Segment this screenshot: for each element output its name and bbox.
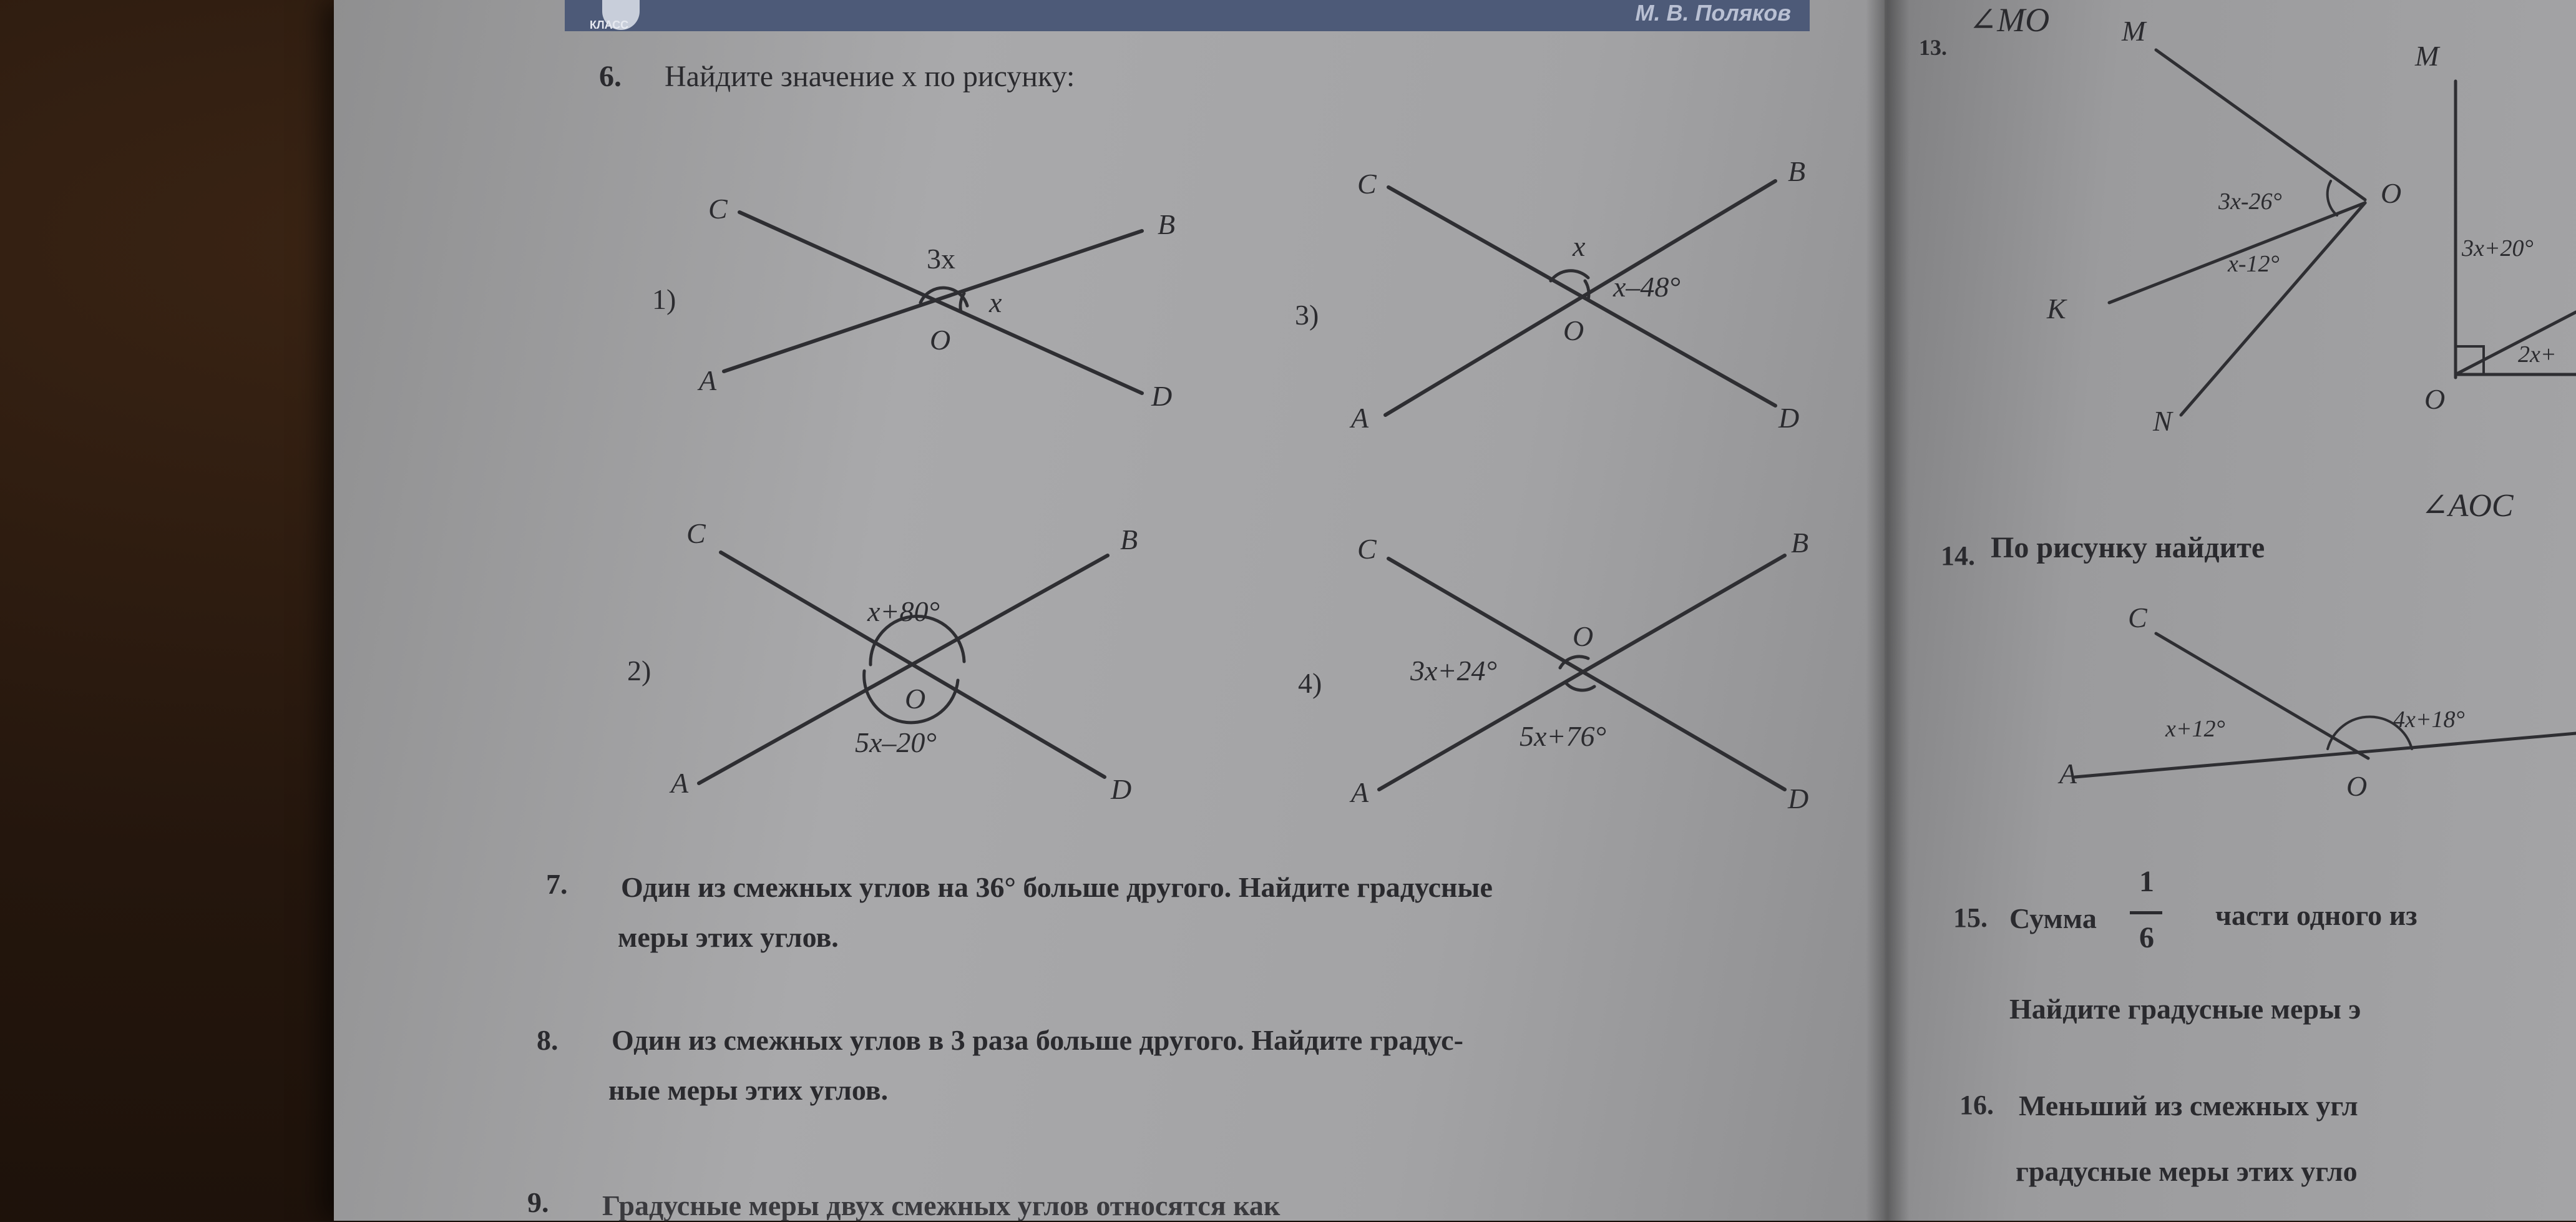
angle1-13a: 3x-26° bbox=[2218, 188, 2282, 215]
task7-number: 7. bbox=[546, 868, 568, 900]
angle2-13b: 2x+ bbox=[2518, 341, 2557, 368]
label-b-fig2: B bbox=[1120, 524, 1138, 555]
task8-line2: ные меры этих углов. bbox=[608, 1074, 889, 1106]
fig4-index: 4) bbox=[1298, 667, 1322, 699]
fig1-index: 1) bbox=[652, 283, 676, 315]
figure-2 bbox=[627, 517, 1138, 805]
task15-text-b: части одного из bbox=[2215, 899, 2417, 931]
label-o-fig3: O bbox=[1563, 315, 1584, 346]
task13-text: ∠MO bbox=[1969, 1, 2050, 39]
label-d-fig4: D bbox=[1788, 783, 1809, 814]
angle-top-fig1: 3x bbox=[927, 243, 955, 275]
angle-top-fig2: x+80° bbox=[867, 595, 940, 627]
task14-number: 14. bbox=[1941, 540, 1975, 571]
task13-number: 13. bbox=[1919, 35, 1947, 60]
task9-line1: Градусные меры двух смежных углов относятся как bbox=[602, 1190, 1281, 1221]
angle-right-fig3: x–48° bbox=[1613, 271, 1681, 303]
angle1-14: x+12° bbox=[2165, 716, 2225, 742]
figure-3 bbox=[1295, 155, 1805, 434]
angle-bottom-fig2: 5x–20° bbox=[855, 726, 937, 758]
task15-text-a: Сумма bbox=[2009, 902, 2097, 934]
angle-top-fig3: x bbox=[1573, 230, 1586, 262]
label-b-fig1: B bbox=[1158, 208, 1176, 240]
task15-number: 15. bbox=[1953, 902, 1988, 933]
task6-text: Найдите значение x по рисунку: bbox=[665, 60, 1075, 93]
label-o-fig1: O bbox=[930, 324, 951, 356]
label-d-fig1: D bbox=[1151, 380, 1173, 412]
logo-text: КЛАСС bbox=[590, 19, 629, 31]
task6-number: 6. bbox=[599, 60, 622, 93]
label-n-13a: N bbox=[2153, 405, 2172, 437]
line-cd-fig1 bbox=[739, 212, 1142, 393]
task15-frac-line bbox=[2130, 911, 2162, 914]
angle2-13a: x-12° bbox=[2228, 251, 2280, 277]
label-o-13a: O bbox=[2381, 177, 2402, 209]
angle-bottom-fig4: 5x+76° bbox=[1520, 720, 1606, 752]
label-d-fig3: D bbox=[1778, 402, 1800, 434]
task14-text: По рисунку найдите bbox=[1991, 531, 2265, 564]
label-m-13b: M bbox=[2415, 40, 2439, 72]
figure-4 bbox=[1298, 527, 1808, 814]
task9-number: 9. bbox=[527, 1186, 549, 1218]
task15-line2: Найдите градусные меры э bbox=[2009, 993, 2361, 1025]
figure-14 bbox=[2057, 602, 2576, 802]
task15-frac-numerator: 1 bbox=[2139, 865, 2154, 898]
label-a-fig3: A bbox=[1351, 402, 1369, 434]
task14-target: ∠AOC bbox=[2421, 488, 2514, 524]
label-a-fig1: A bbox=[699, 364, 717, 396]
label-k-13a: K bbox=[2047, 293, 2066, 325]
label-c-fig3: C bbox=[1357, 168, 1377, 200]
arc-right-fig1 bbox=[960, 293, 964, 312]
label-a-fig2: A bbox=[671, 767, 689, 799]
label-o-14: O bbox=[2346, 770, 2368, 802]
label-c-14: C bbox=[2128, 602, 2147, 633]
task7-line2: меры этих углов. bbox=[618, 921, 839, 953]
label-c-fig2: C bbox=[686, 517, 706, 549]
label-o-fig4: O bbox=[1573, 620, 1594, 652]
label-b-fig4: B bbox=[1791, 527, 1809, 559]
label-o-fig2: O bbox=[905, 683, 926, 715]
line-no-13a bbox=[2181, 203, 2365, 415]
label-a-fig4: A bbox=[1351, 776, 1369, 808]
header-author: М. В. Поляков bbox=[1635, 0, 1791, 26]
task16-line1: Меньший из смежных угл bbox=[2019, 1090, 2358, 1122]
arc-bottom-fig4 bbox=[1566, 683, 1594, 690]
label-c-fig4: C bbox=[1357, 533, 1377, 565]
label-c-fig1: C bbox=[708, 193, 728, 225]
label-a-14: A bbox=[2059, 758, 2077, 789]
task8-line1: Один из смежных углов в 3 раза больше другого. Найдите градус- bbox=[612, 1024, 1463, 1056]
line-mo-13a bbox=[2156, 50, 2365, 200]
figure-13a bbox=[2046, 15, 2401, 437]
angle1-13b: 3x+20° bbox=[2462, 235, 2534, 262]
label-d-fig2: D bbox=[1111, 773, 1132, 805]
angle2-14: 4x+18° bbox=[2393, 706, 2465, 733]
figure-13b bbox=[2414, 40, 2576, 415]
angle-right-fig1: x bbox=[989, 286, 1002, 318]
fig3-index: 3) bbox=[1295, 299, 1319, 331]
label-m-13a: M bbox=[2122, 15, 2146, 47]
arc-13a bbox=[2328, 181, 2337, 215]
task15-frac-denominator: 6 bbox=[2139, 921, 2154, 954]
task16-number: 16. bbox=[1959, 1090, 1994, 1120]
line-ray-13b bbox=[2456, 312, 2576, 374]
label-o-13b: O bbox=[2424, 383, 2446, 415]
angle-left-fig4: 3x+24° bbox=[1410, 655, 1497, 687]
task16-line2: градусные меры этих угло bbox=[2016, 1155, 2358, 1187]
task7-line1: Один из смежных углов на 36° больше другого. Найдите градусные bbox=[621, 871, 1493, 903]
fig2-index: 2) bbox=[627, 655, 651, 687]
arc-top-fig3 bbox=[1551, 271, 1588, 281]
label-b-fig3: B bbox=[1788, 155, 1806, 187]
figure-1 bbox=[652, 193, 1175, 412]
line-ao-14 bbox=[2075, 733, 2576, 777]
task8-number: 8. bbox=[537, 1024, 559, 1056]
line-ab-fig3 bbox=[1385, 181, 1775, 415]
